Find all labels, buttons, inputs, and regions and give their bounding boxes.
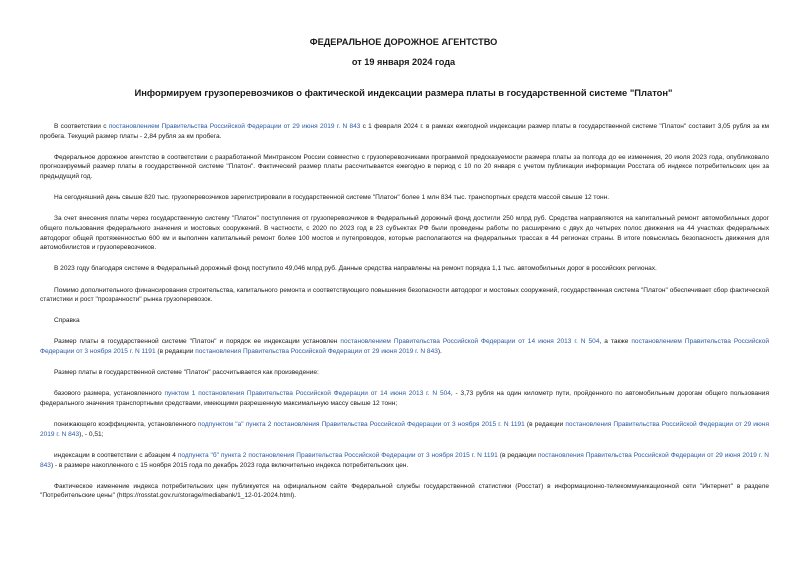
- document-title: Информируем грузоперевозчиков о фактической индексации размера платы в государственной системе "Платон": [134, 87, 673, 98]
- text-run: (в редакции: [497, 452, 538, 459]
- paragraph-2: Федеральное дорожное агентство в соответствии с разработанной Минтрансом России совместно с грузоперевозчиками программой предсказуемости размера платы за полгода до ее изменения, 20 июля 2023 года, опубликовало прогнозируемый размер платы в государственной системе "Платон". Фактический размер платы рассчитывается ежегодно в период с 10 по 20 января с учетом публикации информации Росстата об индексе потребительских цен за предыдущий год.: [40, 153, 769, 180]
- text-run: (в редакции: [155, 348, 196, 356]
- paragraph-1: [40, 122, 769, 141]
- text-run: понижающего коэффициента, установленного: [54, 421, 198, 429]
- text-run: Размер платы в государственной системе "Платон" и порядок ее индексации установлен: [54, 338, 341, 346]
- paragraph-10: [40, 389, 769, 408]
- paragraph-9: Размер платы в государственной системе "Платон" рассчитывается как произведение:: [54, 369, 319, 377]
- link-decree-1191[interactable]: постановлением Правительства Российской Федерации от 3 ноября 2015 г. N 1191: [40, 338, 769, 356]
- text-run: ) - в размере накопленного с 15 ноября 2015 года по декабрь 2023 года включительно индекса потребительских цен.: [50, 461, 409, 469]
- text-run: с 1 февраля 2024 г. в рамках ежегодной индексации размер платы в государственной системе "Платон" составит 3,05 рубля за км пробега. Текущий размер платы - 2,84 рубля за км пробега.: [40, 123, 769, 140]
- paragraph-5: В 2023 году благодаря системе в Федеральный дорожный фонд поступило 49,046 млрд руб. Данные средства направлены на ремонт порядка 1,1 тыс. автомобильных дорог в российских регионах.: [54, 265, 657, 273]
- text-run: (в редакции: [524, 421, 566, 429]
- link-decree-843[interactable]: постановления Правительства Российской Федерации от 29 июня 2019 г. N 843: [40, 421, 769, 438]
- text-run: индексации в соответствии с абзацем 4: [54, 452, 178, 459]
- link-decree-1191-subpoint-b[interactable]: подпункта "б" пункта 2 постановления Правительства Российской Федерации от 3 ноября 2015 г. N 1191: [177, 452, 498, 459]
- link-decree-1191-subpoint-a[interactable]: подпунктом "а" пункта 2 постановления Правительства Российской Федерации от 3 ноября 2015 г. N 1191: [197, 421, 525, 429]
- link-decree-843[interactable]: постановлением Правительства Российской Федерации от 29 июня 2019 г. N 843: [108, 123, 361, 130]
- text-run: базового размера, установленного: [54, 390, 165, 398]
- text-run: ).: [437, 348, 442, 356]
- text-run: , а также: [599, 338, 632, 346]
- paragraph-12: [40, 451, 769, 470]
- link-decree-843[interactable]: постановления Правительства Российской Федерации от 29 июня 2019 г. N 843: [40, 452, 769, 469]
- text-run: В соответствии с: [54, 123, 109, 130]
- text-run: ), - 0,51;: [79, 430, 104, 438]
- paragraph-4: За счет внесения платы через государственную систему "Платон" поступления от грузоперевозчиков в Федеральный дорожный фонд достигли 250 млрд руб. Средства направляются на капитальный ремонт автомобильных дорог общего пользования федерального значения и мостовых сооружений. В частности, с 2020 по 2023 год в 23 субъектах РФ были проведены работы по расширению с двух до четырех полос движения на 44 участках федеральных автодорог общей протяженностью 600 км и выполнен капитальный ремонт более 100 мостов и путепроводов, которые располагаются на федеральных трассах в 44 регионах страны. В итоге повысилась безопасность движения для автомобилистов и грузоперевозчиков.: [40, 215, 769, 252]
- reference-heading: Справка: [54, 317, 80, 325]
- link-decree-504[interactable]: постановлением Правительства Российской Федерации от 14 июня 2013 г. N 504: [340, 338, 600, 346]
- paragraph-13: Фактическое изменение индекса потребительских цен публикуется на официальном сайте Федеральной службы государственной статистики (Росстат) в информационно-телекоммуникационной сети "Интернет" в разделе "Потребительские цены" (https://rosstat.gov.ru/storage/mediabank/1_12-01-2024.html).: [40, 482, 769, 500]
- document-body: [40, 122, 769, 513]
- paragraph-3: На сегодняшний день свыше 820 тыс. грузоперевозчиков зарегистрировали в государственной системе "Платон" более 1 млн 834 тыс. транспортных средств массой свыше 12 тонн.: [54, 194, 610, 202]
- link-decree-843[interactable]: постановления Правительства Российской Федерации от 29 июня 2019 г. N 843: [195, 348, 438, 356]
- agency-heading: ФЕДЕРАЛЬНОЕ ДОРОЖНОЕ АГЕНТСТВО: [309, 37, 498, 47]
- text-run: , - 3,73 рубля на один километр пути, пройденного по автомобильным дорогам общего пользования федерального значения транспортными средствами, имеющими разрешенную максимальную массу свыше 12 тонн;: [40, 390, 769, 408]
- document-date: от 19 января 2024 года: [351, 57, 456, 67]
- link-decree-504-point-1[interactable]: пунктом 1 постановления Правительства Российской Федерации от 14 июня 2013 г. N 504: [164, 390, 451, 398]
- paragraph-8: [40, 337, 769, 356]
- paragraph-11: [40, 420, 769, 439]
- paragraph-6: Помимо дополнительного финансирования строительства, капитального ремонта и соответствующего повышения безопасности автодорог и мостовых сооружений, государственная система "Платон" обеспечивает сбор фактической статистики и рост "прозрачности" рынка грузоперевозок.: [40, 286, 769, 304]
